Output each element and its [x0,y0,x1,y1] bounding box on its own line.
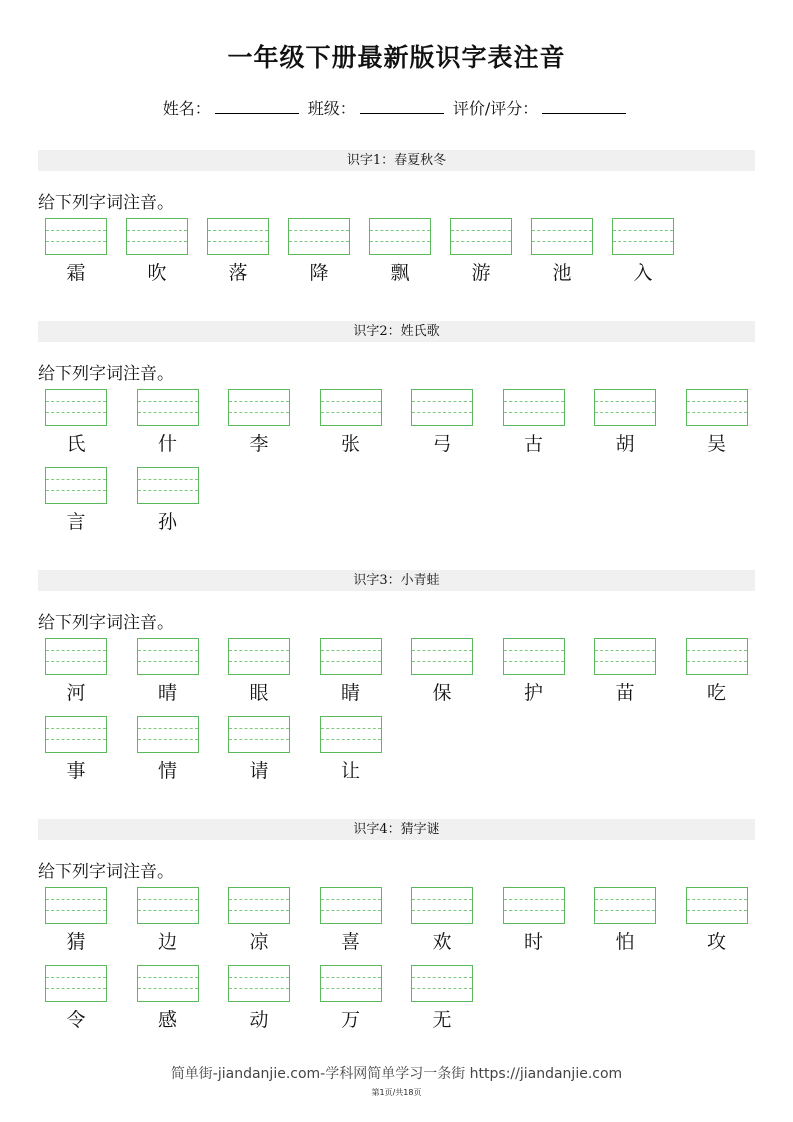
guide-line [229,412,289,413]
guide-line [687,899,747,900]
character: 氏 [66,433,86,455]
pinyin-box[interactable] [207,218,269,255]
pinyin-box[interactable] [411,638,473,675]
guide-line [138,910,198,911]
guide-line [46,650,106,651]
pinyin-box[interactable] [137,638,199,675]
pinyin-box[interactable] [137,965,199,1002]
guide-line [46,412,106,413]
guide-line [370,230,430,231]
character: 无 [432,1009,452,1031]
score-blank[interactable] [542,99,626,114]
guide-line [321,977,381,978]
pinyin-box[interactable] [228,716,290,753]
character: 李 [249,433,269,455]
character: 飘 [390,262,410,284]
pinyin-box[interactable] [320,716,382,753]
character: 猜 [66,931,86,953]
pinyin-box[interactable] [594,887,656,924]
name-blank[interactable] [215,99,299,114]
pinyin-box[interactable] [45,638,107,675]
guide-line [504,910,564,911]
guide-line [451,241,511,242]
guide-line [687,661,747,662]
pinyin-box[interactable] [503,389,565,426]
instruction: 给下列字词注音。 [38,193,174,213]
pinyin-box[interactable] [45,218,107,255]
guide-line [412,401,472,402]
character: 吃 [706,682,726,704]
pinyin-box[interactable] [45,887,107,924]
guide-line [321,728,381,729]
character: 吴 [706,433,726,455]
character: 降 [309,262,329,284]
character: 苗 [615,682,635,704]
guide-line [321,661,381,662]
guide-line [208,241,268,242]
guide-line [289,230,349,231]
character: 护 [523,682,543,704]
pinyin-box[interactable] [320,965,382,1002]
character: 万 [340,1009,360,1031]
character: 霜 [66,262,86,284]
character: 时 [523,931,543,953]
guide-line [46,479,106,480]
character: 情 [157,760,177,782]
guide-line [46,230,106,231]
pinyin-box[interactable] [369,218,431,255]
guide-line [687,401,747,402]
guide-line [208,230,268,231]
pinyin-box[interactable] [686,638,748,675]
character: 请 [249,760,269,782]
class-blank[interactable] [360,99,444,114]
character: 孙 [157,511,177,533]
pinyin-box[interactable] [228,887,290,924]
guide-line [127,241,187,242]
guide-line [595,650,655,651]
character: 池 [552,262,572,284]
guide-line [289,241,349,242]
pinyin-box[interactable] [686,887,748,924]
character: 胡 [615,433,635,455]
character: 睛 [340,682,360,704]
guide-line [229,650,289,651]
guide-line [321,650,381,651]
section-heading: 识字4：猜字谜 [38,819,755,840]
guide-line [504,899,564,900]
pinyin-box[interactable] [45,965,107,1002]
character: 事 [66,760,86,782]
guide-line [46,988,106,989]
guide-line [687,412,747,413]
pinyin-box[interactable] [531,218,593,255]
character: 河 [66,682,86,704]
guide-line [46,910,106,911]
pinyin-box[interactable] [288,218,350,255]
guide-line [504,661,564,662]
character: 令 [66,1009,86,1031]
guide-line [46,241,106,242]
pinyin-box[interactable] [612,218,674,255]
section-heading: 识字1：春夏秋冬 [38,150,755,171]
guide-line [46,739,106,740]
character: 让 [340,760,360,782]
pinyin-box[interactable] [228,638,290,675]
guide-line [229,728,289,729]
pinyin-box[interactable] [137,467,199,504]
guide-line [138,401,198,402]
guide-line [613,230,673,231]
guide-line [613,241,673,242]
page-title: 一年级下册最新版识字表注音 [227,43,566,72]
guide-line [370,241,430,242]
character: 怕 [615,931,635,953]
instruction: 给下列字词注音。 [38,364,174,384]
character: 凉 [249,931,269,953]
character: 攻 [706,931,726,953]
character: 保 [432,682,452,704]
character: 言 [66,511,86,533]
guide-line [412,910,472,911]
guide-line [46,728,106,729]
page-number: 第1页/共18页 [371,1088,422,1097]
character: 弓 [432,433,452,455]
guide-line [412,661,472,662]
instruction: 给下列字词注音。 [38,613,174,633]
guide-line [229,899,289,900]
guide-line [532,230,592,231]
pinyin-box[interactable] [411,965,473,1002]
guide-line [229,739,289,740]
pinyin-box[interactable] [320,638,382,675]
character: 边 [157,931,177,953]
guide-line [321,910,381,911]
guide-line [229,401,289,402]
guide-line [595,412,655,413]
pinyin-box[interactable] [137,716,199,753]
guide-line [504,650,564,651]
pinyin-box[interactable] [228,389,290,426]
guide-line [451,230,511,231]
guide-line [532,241,592,242]
pinyin-box[interactable] [137,887,199,924]
score-label: 评价/评分： [452,99,539,118]
pinyin-box[interactable] [411,887,473,924]
guide-line [595,661,655,662]
guide-line [595,401,655,402]
character: 欢 [432,931,452,953]
class-label: 班级： [307,99,356,118]
character: 张 [340,433,360,455]
guide-line [229,988,289,989]
pinyin-box[interactable] [320,887,382,924]
guide-line [504,401,564,402]
character: 游 [471,262,491,284]
guide-line [138,650,198,651]
guide-line [687,910,747,911]
pinyin-box[interactable] [45,467,107,504]
guide-line [504,412,564,413]
character: 落 [228,262,248,284]
character: 喜 [340,931,360,953]
footer-watermark: 简单街-jiandanjie.com-学科网简单学习一条街 https://jiandanjie.com [170,1066,623,1082]
guide-line [321,988,381,989]
guide-line [412,988,472,989]
guide-line [412,650,472,651]
pinyin-box[interactable] [45,389,107,426]
guide-line [687,650,747,651]
pinyin-box[interactable] [594,638,656,675]
pinyin-box[interactable] [320,389,382,426]
character: 动 [249,1009,269,1031]
guide-line [229,977,289,978]
guide-line [127,230,187,231]
pinyin-box[interactable] [126,218,188,255]
guide-line [412,977,472,978]
character: 吹 [147,262,167,284]
guide-line [229,661,289,662]
guide-line [46,401,106,402]
pinyin-box[interactable] [137,389,199,426]
name-label: 姓名： [162,99,211,118]
guide-line [321,899,381,900]
guide-line [46,661,106,662]
guide-line [138,988,198,989]
student-info [0,96,793,119]
character: 晴 [157,682,177,704]
guide-line [412,899,472,900]
guide-line [321,401,381,402]
pinyin-box[interactable] [411,389,473,426]
character: 古 [523,433,543,455]
guide-line [138,977,198,978]
character: 入 [633,262,653,284]
pinyin-box[interactable] [686,389,748,426]
guide-line [46,899,106,900]
section-heading: 识字2：姓氏歌 [38,321,755,342]
pinyin-box[interactable] [45,716,107,753]
section-heading: 识字3：小青蛙 [38,570,755,591]
guide-line [138,728,198,729]
guide-line [595,910,655,911]
guide-line [138,479,198,480]
guide-line [138,661,198,662]
guide-line [46,490,106,491]
guide-line [321,739,381,740]
guide-line [595,899,655,900]
guide-line [138,899,198,900]
character: 眼 [249,682,269,704]
pinyin-box[interactable] [228,965,290,1002]
guide-line [138,490,198,491]
pinyin-box[interactable] [450,218,512,255]
character: 什 [157,433,177,455]
guide-line [46,977,106,978]
pinyin-box[interactable] [594,389,656,426]
instruction: 给下列字词注音。 [38,862,174,882]
pinyin-box[interactable] [503,887,565,924]
character: 感 [157,1009,177,1031]
guide-line [229,910,289,911]
guide-line [138,739,198,740]
guide-line [138,412,198,413]
guide-line [321,412,381,413]
guide-line [412,412,472,413]
pinyin-box[interactable] [503,638,565,675]
